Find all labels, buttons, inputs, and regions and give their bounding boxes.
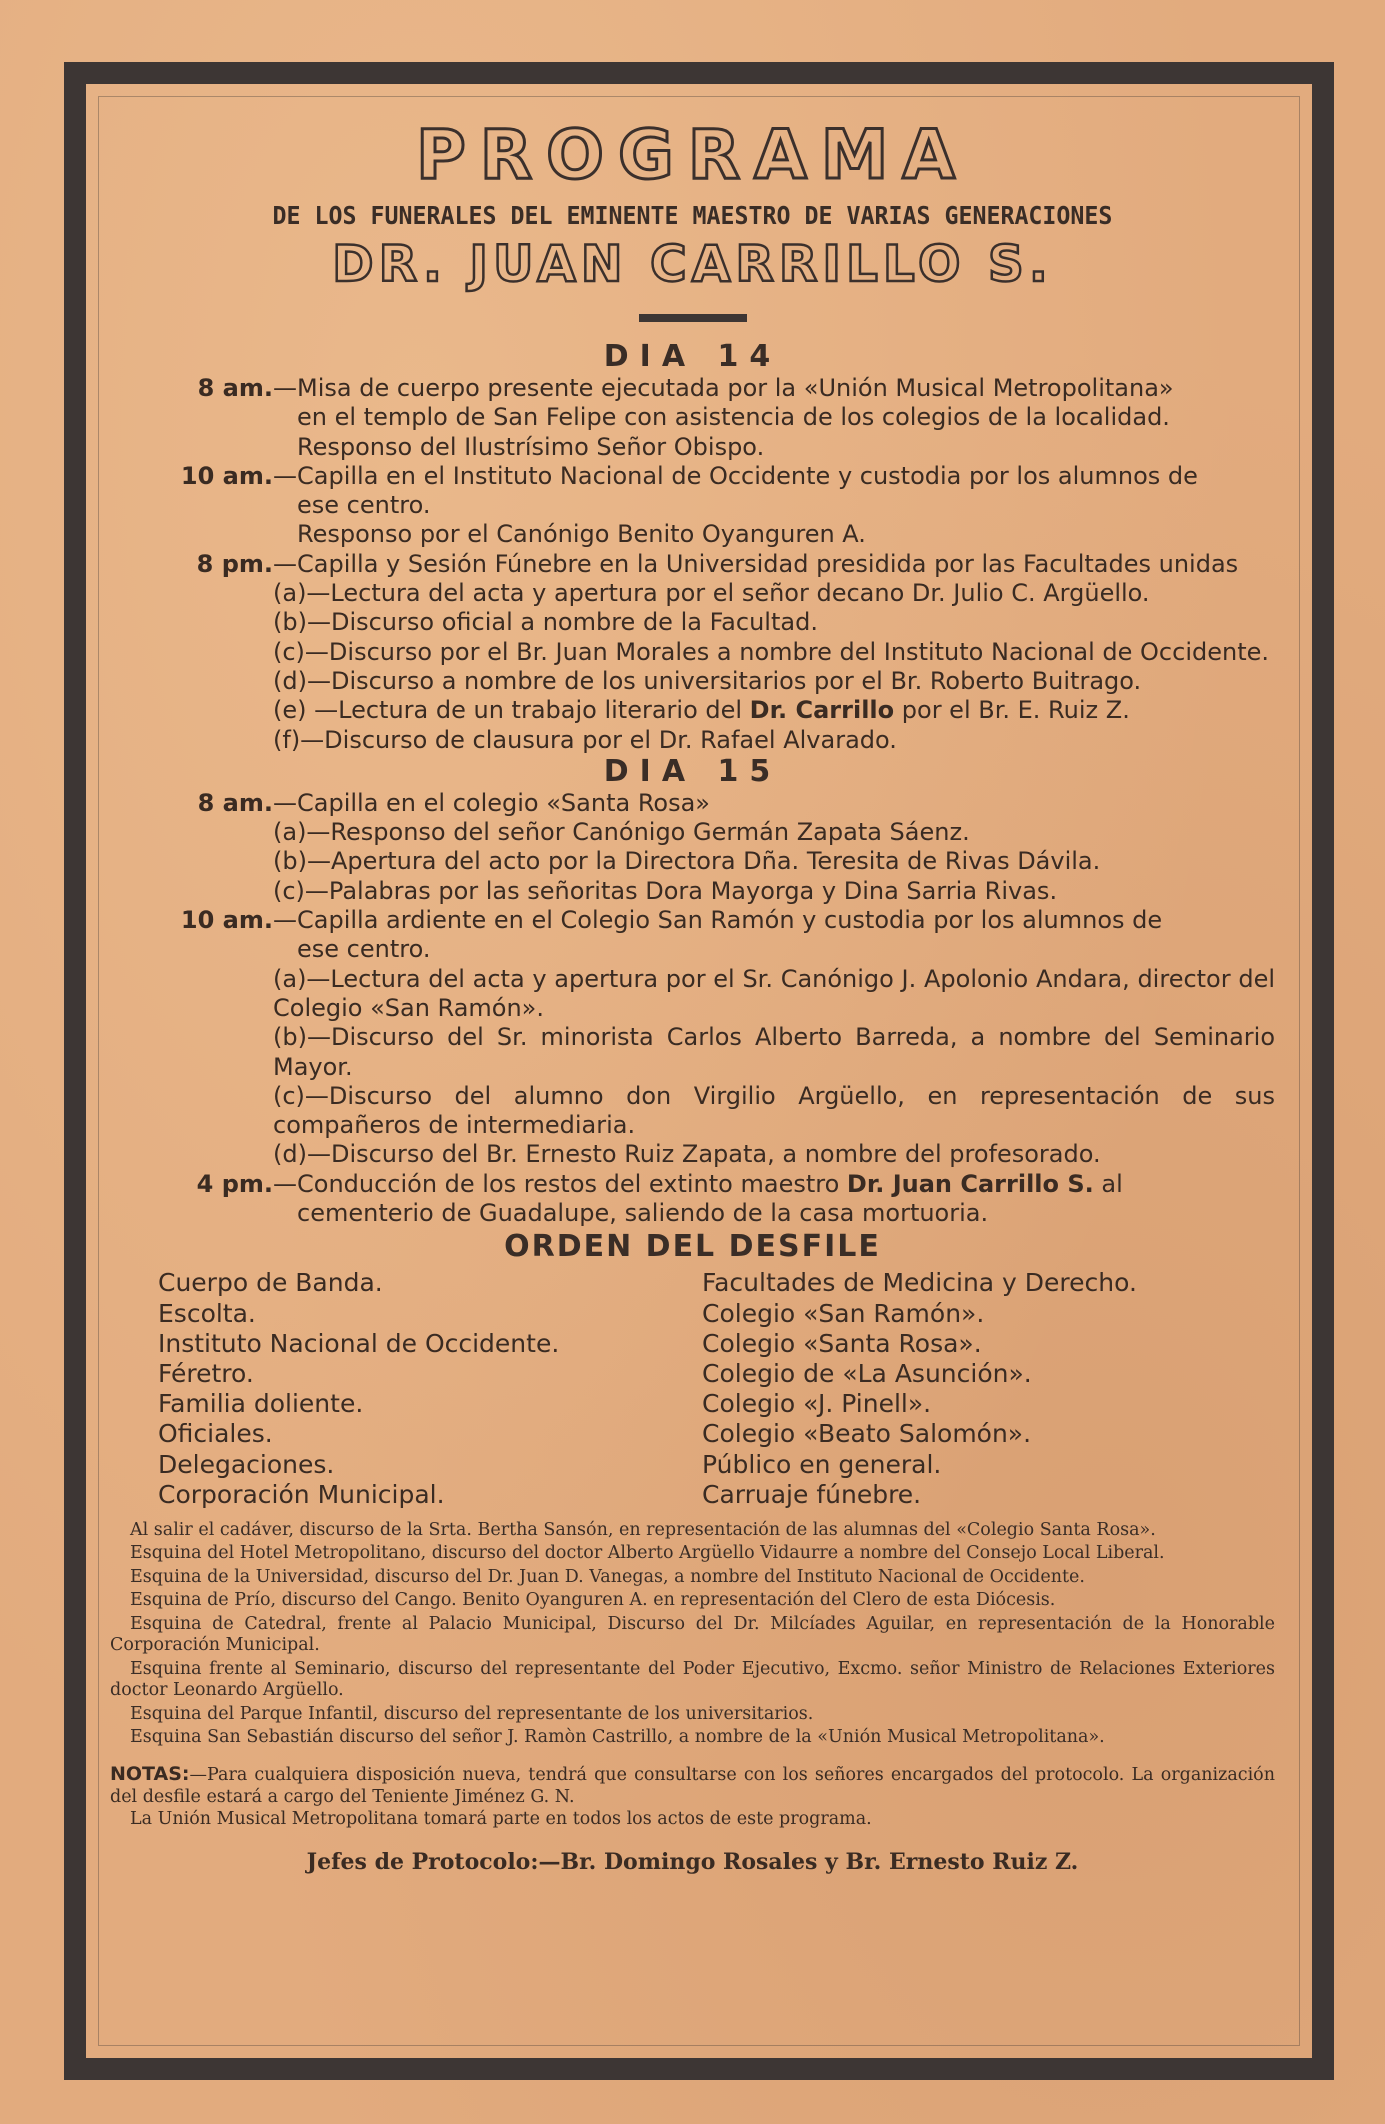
- program-title: PROGRAMA: [415, 116, 970, 195]
- event-time: 8 am.: [197, 374, 273, 402]
- honoree-name: DR. JUAN CARRILLO S.: [332, 235, 1053, 293]
- header: [110, 116, 1275, 322]
- speech-entry: Al salir el cadáver, discurso de la Srta. Bertha Sansón, en representación de las alumnas del «Colegio Santa Rosa».: [130, 1519, 1156, 1540]
- speech-entry: Esquina San Sebastián discurso del señor J. Ramòn Castrillo, a nombre de la «Unión Musical Metropolitana».: [130, 1727, 1105, 1748]
- parade-entry: Colegio «Beato Salomón».: [702, 1419, 1032, 1449]
- day14-event-10am: 10 am. — Capilla en el Instituto Nacional de Occidente y custodia por los alumnos de ese centro. Responso por el Canónigo Benito Oyanguren A.: [110, 462, 1275, 550]
- event-line: Responso del Ilustrísimo Señor Obispo.: [297, 432, 765, 461]
- day-14-heading: DIA 14: [603, 339, 782, 374]
- honoree-inline: Dr. Juan Carrillo S.: [846, 1169, 1094, 1198]
- event-time: 10 am.: [180, 461, 273, 490]
- program-item-b: (b)—Discurso oficial a nombre de la Facultad.: [273, 608, 818, 637]
- event-time: 8 pm.: [196, 549, 273, 578]
- speech-entry: Esquina del Hotel Metropolitano, discurso del doctor Alberto Argüello Vidaurre a nombre del Consejo Local Liberal.: [130, 1543, 1165, 1564]
- event-line: Capilla ardiente en el Colegio San Ramón y custodia por los alumnos de: [297, 906, 1163, 935]
- parade-entry: Colegio de «La Asunción».: [702, 1358, 1032, 1388]
- event-line: ese centro.: [297, 491, 431, 520]
- parade-entry: Colegio «J. Pinell».: [702, 1389, 932, 1419]
- program-item-b: (b)—Apertura del acto por la Directora Dña. Teresita de Rivas Dávila.: [273, 847, 1101, 876]
- parade-entry: Familia doliente.: [158, 1389, 364, 1419]
- event-line: Capilla en el Instituto Nacional de Occidente y custodia por los alumnos de: [297, 461, 1198, 490]
- honoree-inline: Dr. Carrillo: [749, 696, 895, 725]
- speech-entry: Esquina frente al Seminario, discurso del representante del Poder Ejecutivo, Excmo. señor Ministro de Relaciones Exteriores doctor Leonardo Argüello.: [110, 1658, 1275, 1701]
- parade-entry: Colegio «San Ramón».: [702, 1298, 985, 1328]
- parade-entry: Escolta.: [158, 1298, 256, 1328]
- event-line: en el templo de San Felipe con asistencia de los colegios de la localidad.: [297, 403, 1170, 432]
- parade-entry: Facultades de Medicina y Derecho.: [702, 1268, 1137, 1298]
- program-item-f: (f)—Discurso de clausura por el Dr. Rafael Alvarado.: [273, 725, 897, 754]
- parade-entry: Corporación Municipal.: [158, 1479, 445, 1509]
- speech-entry: Esquina de la Universidad, discurso del Dr. Juan D. Vanegas, a nombre del Instituto Nacional de Occidente.: [130, 1566, 1085, 1587]
- program-item-d: (d)—Discurso a nombre de los universitarios por el Br. Roberto Buitrago.: [273, 666, 1142, 695]
- event-time: 8 am.: [197, 788, 273, 817]
- parade-order-columns: [110, 1268, 1275, 1510]
- parade-entry: Instituto Nacional de Occidente.: [158, 1328, 560, 1358]
- notes-section: [110, 1763, 1275, 1830]
- day15-event-8am: 8 am. — Capilla en el colegio «Santa Rosa»: [110, 789, 1275, 818]
- speech-entry: Esquina del Parque Infantil, discurso del representante de los universitarios.: [130, 1703, 814, 1724]
- decorative-rule: [639, 314, 747, 322]
- route-speeches: [110, 1520, 1275, 1749]
- program-item-c: (c)—Discurso del alumno don Virgilio Argüello, en representación de sus compañeros de intermediaria.: [273, 1081, 1275, 1140]
- event-time: 4 pm.: [196, 1169, 273, 1198]
- program-item-c: (c)—Palabras por las señoritas Dora Mayorga y Dina Sarria Rivas.: [273, 876, 1058, 905]
- parade-entry: Colegio «Santa Rosa».: [702, 1328, 982, 1358]
- parade-column-left: [110, 1268, 702, 1510]
- parade-entry: Delegaciones.: [158, 1449, 335, 1479]
- protocol-chiefs: Jefes de Protocolo:—Br. Domingo Rosales y Br. Ernesto Ruiz Z.: [306, 1848, 1079, 1875]
- event-line: Misa de cuerpo presente ejecutada por la «Unión Musical Metropolitana»: [297, 374, 1174, 402]
- speech-entry: Esquina de Prío, discurso del Cango. Benito Oyanguren A. en representación del Clero de esta Diócesis.: [130, 1590, 1056, 1611]
- program-item-c: (c)—Discurso por el Br. Juan Morales a nombre del Instituto Nacional de Occidente.: [273, 637, 1269, 666]
- program-item-b: (b)—Discurso del Sr. minorista Carlos Alberto Barreda, a nombre del Seminario Mayor.: [273, 1023, 1275, 1081]
- parade-entry: Público en general.: [702, 1449, 942, 1479]
- parade-entry: Cuerpo de Banda.: [158, 1268, 383, 1298]
- parade-column-right: [702, 1268, 1275, 1510]
- event-line: Conducción de los restos del extinto maestro Dr. Juan Carrillo S. al: [297, 1169, 1123, 1198]
- program-item-a: (a)—Responso del señor Canónigo Germán Zapata Sáenz.: [273, 818, 970, 847]
- day15-event-4pm: 4 pm. — Conducción de los restos del extinto maestro Dr. Juan Carrillo S. al cementerio de Guadalupe, saliendo de la casa mortuoria.: [110, 1170, 1275, 1229]
- program-subtitle: DE LOS FUNERALES DEL EMINENTE MAESTRO DE VARIAS GENERACIONES: [272, 201, 1113, 230]
- parade-entry: Oficiales.: [158, 1419, 273, 1449]
- program-item-e: (e) —Lectura de un trabajo literario del Dr. Carrillo por el Br. E. Ruiz Z.: [273, 696, 1130, 725]
- event-line: Capilla en el colegio «Santa Rosa»: [297, 788, 710, 817]
- parade-order-heading: ORDEN DEL DESFILE: [504, 1229, 881, 1265]
- notes-text: —Para cualquiera disposición nueva, tendrá que consultarse con los señores encargados del protocolo. La organización del desfile estará a cargo del Teniente Jiménez G. N.: [110, 1764, 1275, 1807]
- day15-event-10am: 10 am. — Capilla ardiente en el Colegio San Ramón y custodia por los alumnos de ese centro.: [110, 906, 1275, 965]
- program-item-a: (a)—Lectura del acta y apertura por el Sr. Canónigo J. Apolonio Andara, director del Colegio «San Ramón».: [273, 964, 1275, 1022]
- event-line: cementerio de Guadalupe, saliendo de la casa mortuoria.: [297, 1199, 989, 1228]
- event-line: ese centro.: [297, 935, 431, 964]
- event-line: Responso por el Canónigo Benito Oyanguren A.: [297, 520, 866, 549]
- speech-entry: Esquina de Catedral, frente al Palacio Municipal, Discurso del Dr. Milcíades Aguilar, en representación de la Honorable Corporación Municipal.: [110, 1613, 1275, 1656]
- parade-entry: Carruaje fúnebre.: [702, 1479, 922, 1509]
- parade-entry: Féretro.: [158, 1358, 254, 1388]
- program-item-d: (d)—Discurso del Br. Ernesto Ruiz Zapata, a nombre del profesorado.: [273, 1140, 1101, 1169]
- notes-text: La Unión Musical Metropolitana tomará parte en todos los actos de este programa.: [130, 1808, 872, 1829]
- event-time: 10 am.: [180, 906, 273, 935]
- day14-event-8am: 8 am. — Misa de cuerpo presente ejecutada por la «Unión Musical Metropolitana» en el templo de San Felipe con asistencia de los colegios de la localidad. Responso del Ilustrísimo Señor Obispo.: [110, 374, 1275, 462]
- day14-event-8pm: 8 pm. — Capilla y Sesión Fúnebre en la Universidad presidida por las Facultades unidas: [110, 550, 1275, 579]
- program-content: [110, 116, 1275, 1876]
- event-line: Capilla y Sesión Fúnebre en la Universidad presidida por las Facultades unidas: [297, 549, 1239, 578]
- program-item-a: (a)—Lectura del acta y apertura por el señor decano Dr. Julio C. Argüello.: [273, 579, 1150, 608]
- notes-label: NOTAS:: [110, 1762, 190, 1785]
- day-15-heading: DIA 15: [603, 753, 782, 789]
